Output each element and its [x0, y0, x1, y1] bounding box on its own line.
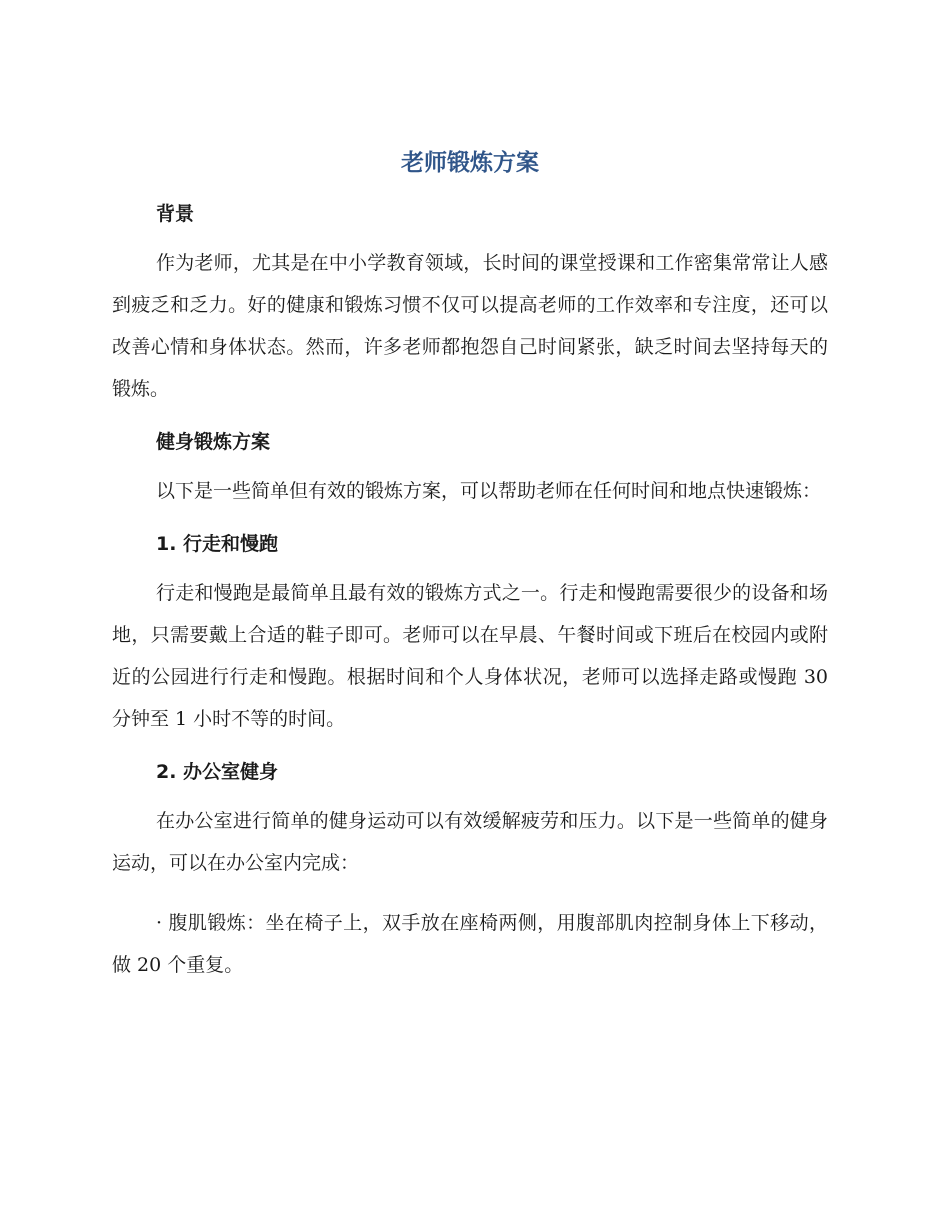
spacer	[112, 786, 828, 800]
spacer	[112, 410, 828, 428]
paragraph-background: 作为老师，尤其是在中小学教育领域，长时间的课堂授课和工作密集常常让人感到疲乏和乏力。好的健康和锻炼习惯不仅可以提高老师的工作效率和专注度，还可以改善心情和身体状态。然而，许多老师都抱怨自己时间紧张，缺乏时间去坚持每天的锻炼。	[112, 252, 828, 400]
spacer	[112, 884, 828, 902]
spacer	[112, 558, 828, 572]
section-heading-background: 背景	[156, 203, 195, 225]
spacer	[112, 740, 828, 758]
spacer	[112, 456, 828, 470]
bullet-item-abs-exercise: · 腹肌锻炼：坐在椅子上，双手放在座椅两侧，用腹部肌肉控制身体上下移动，做 20 个重复。	[112, 912, 828, 976]
paragraph-office: 在办公室进行简单的健身运动可以有效缓解疲劳和压力。以下是一些简单的健身运动，可以在办公室内完成：	[112, 810, 828, 874]
spacer	[112, 512, 828, 530]
spacer	[112, 228, 828, 242]
document-page	[112, 146, 828, 986]
paragraph-plan: 以下是一些简单但有效的锻炼方案，可以帮助老师在任何时间和地点快速锻炼：	[156, 480, 822, 502]
section-heading-walking: 1. 行走和慢跑	[156, 533, 279, 555]
document-title: 老师锻炼方案	[401, 150, 539, 176]
paragraph-walking: 行走和慢跑是最简单且最有效的锻炼方式之一。行走和慢跑需要很少的设备和场地，只需要戴上合适的鞋子即可。老师可以在早晨、午餐时间或下班后在校园内或附近的公园进行行走和慢跑。根据时间和个人身体状况，老师可以选择走路或慢跑 30 分钟至 1 小时不等的时间。	[112, 582, 828, 730]
section-heading-plan: 健身锻炼方案	[156, 431, 271, 453]
section-heading-office: 2. 办公室健身	[156, 761, 279, 783]
